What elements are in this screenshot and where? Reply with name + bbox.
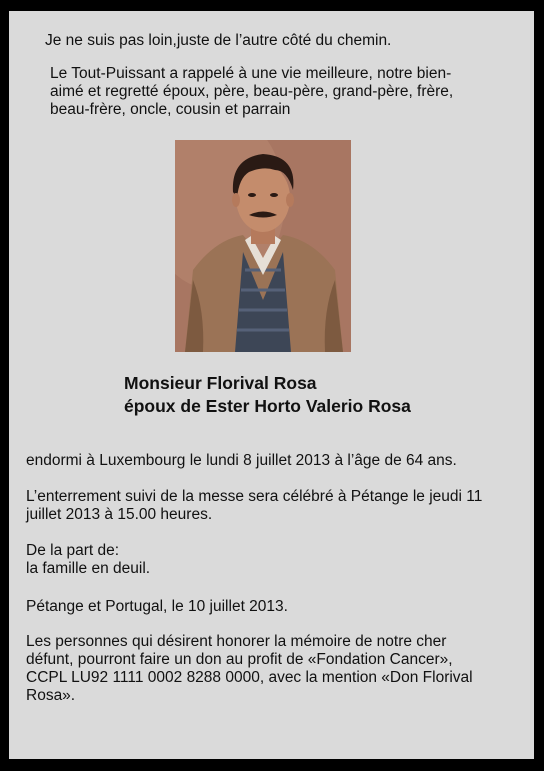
death-notice: endormi à Luxembourg le lundi 8 juillet 2013 à l’âge de 64 ans. bbox=[26, 452, 457, 469]
portrait-illustration bbox=[175, 140, 351, 352]
spouse-line: époux de Ester Horto Valerio Rosa bbox=[124, 396, 411, 416]
funeral-details: L’enterrement suivi de la messe sera célébré à Pétange le jeudi 11 juillet 2013 à 15.00 heures. bbox=[26, 488, 483, 523]
obituary-card bbox=[9, 11, 534, 759]
from-family: De la part de: la famille en deuil. bbox=[26, 542, 151, 577]
deceased-name: Monsieur Florival Rosa bbox=[124, 373, 317, 393]
announcement-intro: Le Tout-Puissant a rappelé à une vie meilleure, notre bien- aimé et regretté époux, père, beau-père, grand-père, frère, beau-frère, oncle, cousin et parrain bbox=[50, 65, 454, 118]
donation-info: Les personnes qui désirent honorer la mémoire de notre cher défunt, pourront faire un don au profit de «Fondation Cancer», CCPL LU92 1111 0002 8288 0000, avec la mention «Don Florival Rosa». bbox=[26, 633, 473, 704]
portrait-photo bbox=[175, 140, 351, 352]
place-and-date: Pétange et Portugal, le 10 juillet 2013. bbox=[26, 598, 288, 615]
epitaph-quote: Je ne suis pas loin,juste de l’autre côté du chemin. bbox=[45, 32, 392, 49]
